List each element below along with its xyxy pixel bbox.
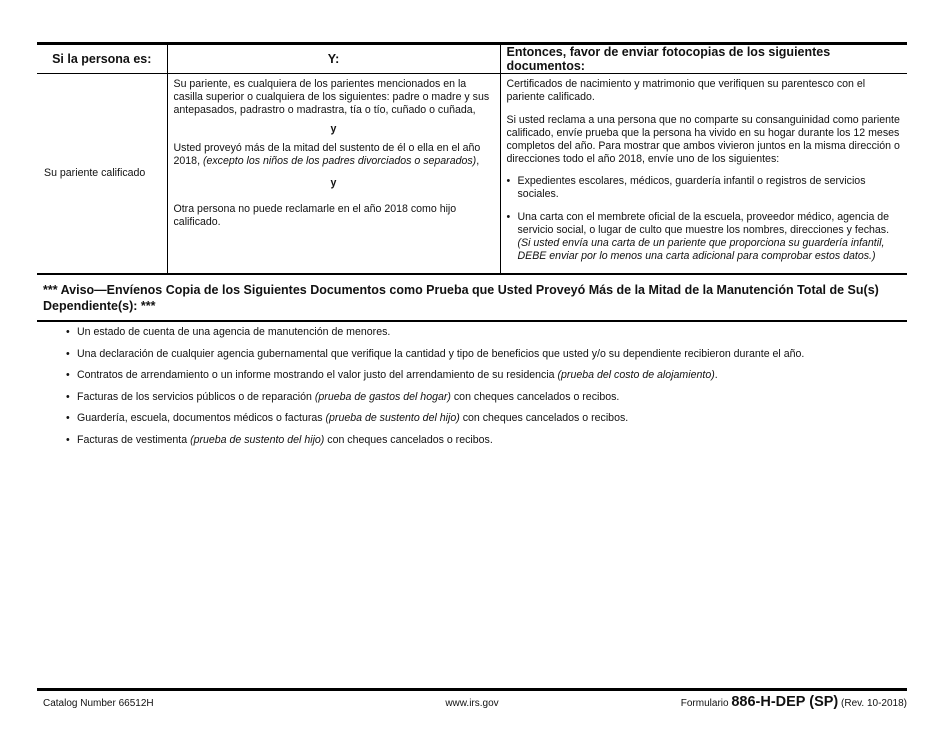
doc-proof-residence: Si usted reclama a una persona que no comparte su consanguinidad como pariente calificado, envíe prueba que la persona ha vivido en su hogar durante los 12 meses completos del año. Para mostrar que ambos vivieron juntos en la misma dirección o direcciones todo el año 2018, envíe uno de los siguientes: [506, 114, 900, 165]
documents-cell [501, 74, 908, 263]
page-footer [37, 688, 907, 713]
list-item: • Guardería, escuela, documentos médicos o facturas (prueba de sustento del hijo) con cheques cancelados o recibos. [66, 412, 629, 425]
list-item: • Facturas de los servicios públicos o de reparación (prueba de gastos del hogar) con cheques cancelados o recibos. [66, 390, 620, 403]
list-item: • Facturas de vestimenta (prueba de sustento del hijo) con cheques cancelados o recibos. [66, 433, 493, 446]
condition-support: Usted proveyó más de la mitad del sustento de él o ella en el año 2018, (excepto los niños de los padres divorciados o separados), [173, 142, 481, 167]
header-documents: Entonces, favor de enviar fotocopias de los siguientes documentos: [500, 44, 907, 74]
catalog-number: Catalog Number 66512H [43, 698, 154, 709]
documents-table [37, 42, 907, 275]
website-link: www.irs.gov [445, 698, 499, 709]
list-item: • Un estado de cuenta de una agencia de manutención de menores. [66, 326, 391, 338]
header-person: Si la persona es: [37, 44, 167, 74]
and-separator: y [330, 123, 337, 135]
list-item: • Contratos de arrendamiento o un informe mostrando el valor justo del arrendamiento de su residencia (prueba del costo de alojamiento). [66, 369, 718, 382]
doc-certificates: Certificados de nacimiento y matrimonio que verifiquen su parentesco con el pariente calificado. [506, 78, 866, 103]
notice-heading: *** Aviso—Envíenos Copia de los Siguientes Documentos como Prueba que Usted Proveyó Más de la Mitad de la Manutención Total de Su(s) Dependiente(s): *** [37, 275, 907, 322]
form-identifier: Formulario 886-H-DEP (SP) (Rev. 10-2018) [680, 694, 907, 710]
header-and: Y: [167, 44, 500, 74]
table-header-row [37, 44, 907, 74]
support-documents-list [66, 326, 906, 456]
doc-bullet-letter: • Una carta con el membrete oficial de la escuela, proveedor médico, agencia de servicio social, o lugar de culto que muestre los nombres, direcciones y fechas. (Si usted envía una carta de un pariente que proporciona su guardería infantil, DEBE enviar por lo menos una carta adicional para comprobar estos datos.) [506, 211, 890, 262]
doc-bullet-records: • Expedientes escolares, médicos, guardería infantil o registros de servicios sociales. [506, 175, 866, 200]
list-item: • Una declaración de cualquier agencia gubernamental que verifique la cantidad y tipo de beneficios que usted y/o su dependiente recibieron durante el año. [66, 347, 805, 360]
table-row [37, 74, 907, 274]
condition-relative: Su pariente, es cualquiera de los parientes mencionados en la casilla superior o cualquiera de los siguientes: padre o madre y sus antepasados, padrastro o madrastra, tía o tío, cuñado o cuñada, [173, 78, 490, 116]
condition-not-claimed: Otra persona no puede reclamarle en el año 2018 como hijo calificado. [173, 203, 457, 228]
row-label: Su pariente calificado [44, 166, 146, 179]
conditions-cell [168, 74, 500, 229]
and-separator: y [330, 177, 337, 189]
form-page [37, 42, 907, 322]
